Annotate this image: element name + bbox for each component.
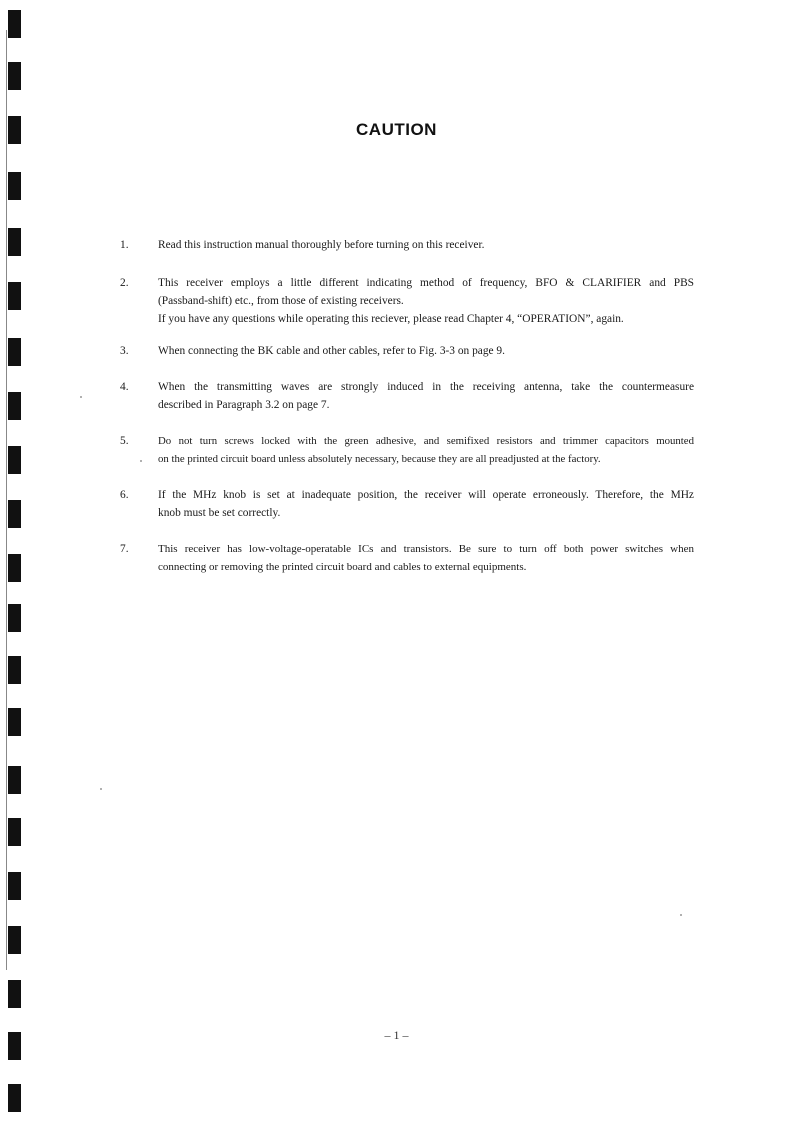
punch-hole (8, 766, 21, 794)
binding-line (6, 30, 7, 970)
item-line: Read this instruction manual thoroughly before turning on this receiver. (158, 239, 485, 251)
item-line: Do not turn screws locked with the green adhesive, and semifixed resistors and trimmer capacitors mounted (158, 435, 694, 447)
item-text (158, 236, 694, 254)
punch-hole (8, 1084, 21, 1112)
punch-hole (8, 392, 21, 420)
item-line: knob must be set correctly. (158, 507, 281, 519)
punch-hole (8, 926, 21, 954)
item-text (158, 274, 694, 328)
item-number: 4. (120, 381, 129, 393)
punch-hole (8, 656, 21, 684)
item-line: This receiver has low-voltage-operatable ICs and transistors. Be sure to turn off both power switches when (158, 543, 694, 555)
punch-hole (8, 172, 21, 200)
punch-hole (8, 10, 21, 38)
punch-hole (8, 872, 21, 900)
punch-hole (8, 446, 21, 474)
punch-hole (8, 500, 21, 528)
item-number: 1. (120, 239, 129, 251)
item-line: (Passband-shift) etc., from those of existing receivers. (158, 295, 404, 307)
item-line: If you have any questions while operating this reciever, please read Chapter 4, “OPERATION”, again. (158, 313, 624, 325)
item-text (158, 432, 694, 468)
punch-hole (8, 338, 21, 366)
item-text (158, 342, 694, 360)
item-line: on the printed circuit board unless absolutely necessary, because they are all preadjusted at the factory. (158, 453, 601, 465)
scan-speck (100, 788, 102, 790)
item-line: described in Paragraph 3.2 on page 7. (158, 399, 330, 411)
punch-hole (8, 228, 21, 256)
punch-hole (8, 282, 21, 310)
scan-speck (140, 460, 142, 462)
punch-hole (8, 708, 21, 736)
punch-hole (8, 604, 21, 632)
punch-hole (8, 554, 21, 582)
page-title: CAUTION (356, 120, 437, 139)
binding-strip (0, 0, 30, 1122)
item-number: 5. (120, 435, 129, 447)
punch-hole (8, 818, 21, 846)
page-number: – 1 – (384, 1028, 409, 1042)
item-line: This receiver employs a little different indicating method of frequency, BFO & CLARIFIER and PBS (158, 277, 694, 289)
item-text (158, 540, 694, 576)
item-number: 2. (120, 277, 129, 289)
punch-hole (8, 980, 21, 1008)
scan-speck (80, 396, 82, 398)
item-line: If the MHz knob is set at inadequate position, the receiver will operate erroneously. Therefore, the MHz (158, 489, 694, 501)
item-line: When the transmitting waves are strongly induced in the receiving antenna, take the countermeasure (158, 381, 694, 393)
item-text (158, 378, 694, 414)
item-line: When connecting the BK cable and other cables, refer to Fig. 3-3 on page 9. (158, 345, 505, 357)
item-number: 7. (120, 543, 129, 555)
item-number: 6. (120, 489, 129, 501)
item-line: connecting or removing the printed circuit board and cables to external equipments. (158, 561, 527, 573)
scan-speck (680, 914, 682, 916)
item-text (158, 486, 694, 522)
item-number: 3. (120, 345, 129, 357)
punch-hole (8, 62, 21, 90)
